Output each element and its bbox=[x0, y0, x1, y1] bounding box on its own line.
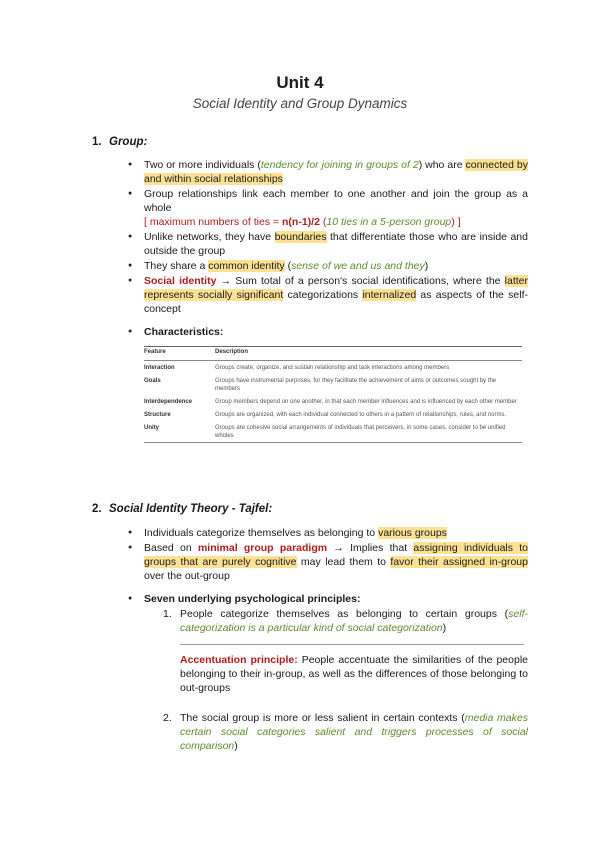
highlight: boundaries bbox=[274, 231, 327, 243]
list-item bbox=[144, 187, 528, 229]
principle-2 bbox=[163, 711, 528, 753]
section-1-list bbox=[144, 158, 528, 317]
characteristics-table bbox=[144, 346, 522, 443]
list-item bbox=[144, 274, 528, 316]
list-item: ● Seven underlying psychological principles: bbox=[144, 592, 528, 606]
formula-text: ) ] bbox=[451, 216, 461, 228]
table-cell-feature: Structure bbox=[144, 412, 171, 418]
table-row bbox=[144, 421, 522, 443]
text: They share a bbox=[144, 260, 209, 272]
key-term: Social identity bbox=[144, 275, 217, 287]
highlight: latter represents socially significant bbox=[144, 275, 529, 301]
example-text: media makes certain social categories salient and triggers processes of social comparison bbox=[180, 712, 528, 752]
highlight: favor their assigned in-group bbox=[390, 556, 528, 568]
text: may lead them to bbox=[296, 556, 391, 568]
section-1-number: 1. bbox=[92, 136, 102, 148]
highlight: connected by and within social relationships bbox=[144, 159, 528, 185]
table-cell-feature: Unity bbox=[144, 421, 215, 443]
text: ) bbox=[424, 260, 429, 272]
formula: n(n-1)/2 bbox=[282, 216, 320, 228]
text: The social group is more or less salient in certain contexts ( bbox=[180, 712, 465, 724]
table-row bbox=[144, 361, 522, 375]
example-text: sense of we and us and they bbox=[291, 260, 425, 272]
highlight: assigning individuals to groups that are purely cognitive bbox=[144, 542, 528, 568]
text: Unlike networks, they have bbox=[144, 231, 275, 243]
table-cell-feature: Goals bbox=[144, 378, 161, 384]
table-row bbox=[144, 408, 522, 421]
accentuation-note bbox=[180, 653, 528, 695]
list-item bbox=[144, 526, 528, 540]
text: People accentuate the similarities of the people belonging to their in-group, as well as the differences of those belonging to out-groups bbox=[180, 654, 528, 694]
principles-list bbox=[144, 592, 528, 607]
list-item bbox=[144, 158, 528, 186]
formula-text: ( bbox=[319, 216, 327, 228]
section-1-heading bbox=[92, 136, 147, 148]
table-cell-feature: Interdependence bbox=[144, 399, 193, 405]
page-title: Unit 4 bbox=[276, 73, 324, 92]
example-text: 10 ties in a 5-person group bbox=[326, 216, 452, 228]
list-item bbox=[144, 259, 528, 273]
key-term: Accentuation principle: bbox=[180, 654, 298, 666]
column-header-description: Description bbox=[215, 347, 522, 361]
text: categorizations bbox=[283, 289, 363, 301]
text: as aspects of the self-concept bbox=[144, 289, 528, 315]
table-cell-feature: Interaction bbox=[144, 365, 175, 371]
text: Group relationships link each member to one another and join the group as a whole bbox=[144, 188, 528, 214]
key-term: minimal group paradigm bbox=[197, 542, 328, 554]
list-item: ● Characteristics: bbox=[144, 325, 528, 339]
table-row bbox=[144, 395, 522, 408]
table-cell-description: Groups create, organize, and sustain relationship and task interactions among members bbox=[215, 365, 450, 371]
table-row bbox=[144, 374, 522, 395]
section-2-title: Social Identity Theory - Tajfel: bbox=[109, 503, 273, 515]
column-header-feature: Feature bbox=[144, 347, 215, 361]
text: Two or more individuals ( bbox=[144, 159, 261, 171]
list-item bbox=[163, 607, 528, 635]
page-subtitle: Social Identity and Group Dynamics bbox=[192, 96, 408, 111]
text: People categorize themselves as belonging to certain groups ( bbox=[180, 608, 509, 620]
item-number: 1. bbox=[163, 608, 172, 620]
text: Individuals categorize themselves as belonging to bbox=[144, 527, 379, 539]
highlight: internalized bbox=[362, 289, 417, 301]
text: → Sum total of a person's social identifications, where the bbox=[216, 275, 505, 287]
example-text: tendency for joining in groups of 2 bbox=[260, 159, 419, 171]
text: ) bbox=[442, 622, 447, 634]
section-2-list bbox=[144, 526, 528, 584]
table-cell-description: Groups are organized, with each individual connected to others in a pattern of relationships, rules, and norms. bbox=[215, 412, 507, 418]
text: ( bbox=[284, 260, 292, 272]
table-cell-description: Groups are cohesive social arrangements of individuals that perceivers, in some cases, consider to be unified wholes bbox=[215, 421, 522, 443]
text: ) who are bbox=[418, 159, 466, 171]
example-text: self-categorization is a particular kind of social categorization bbox=[180, 608, 528, 634]
text: Based on bbox=[144, 542, 198, 554]
section-2-heading bbox=[92, 503, 272, 515]
highlight: various groups bbox=[378, 527, 447, 539]
table-cell-description: Group members depend on one another, in that each member influences and is influenced by each other member bbox=[215, 399, 517, 405]
table-header-row bbox=[144, 347, 522, 361]
list-item bbox=[163, 711, 528, 753]
formula-text: [ maximum numbers of ties = bbox=[144, 216, 283, 228]
section-1-title: Group: bbox=[109, 136, 148, 148]
section-2-number: 2. bbox=[92, 503, 102, 515]
list-item bbox=[144, 230, 528, 258]
list-item bbox=[144, 541, 528, 583]
text: that differentiate those who are inside and outside the group bbox=[144, 231, 528, 257]
table-cell-description: Groups have instrumental purposes, for they facilitate the achievement of aims or outcomes sought by the members bbox=[215, 378, 497, 392]
divider bbox=[180, 644, 524, 645]
text: → Implies that bbox=[327, 542, 414, 554]
characteristics-list bbox=[144, 325, 528, 340]
item-number: 2. bbox=[163, 712, 172, 724]
text: over the out-group bbox=[144, 570, 230, 582]
principle-1 bbox=[163, 607, 528, 635]
text: ) bbox=[234, 740, 238, 752]
highlight: common identity bbox=[208, 260, 285, 272]
